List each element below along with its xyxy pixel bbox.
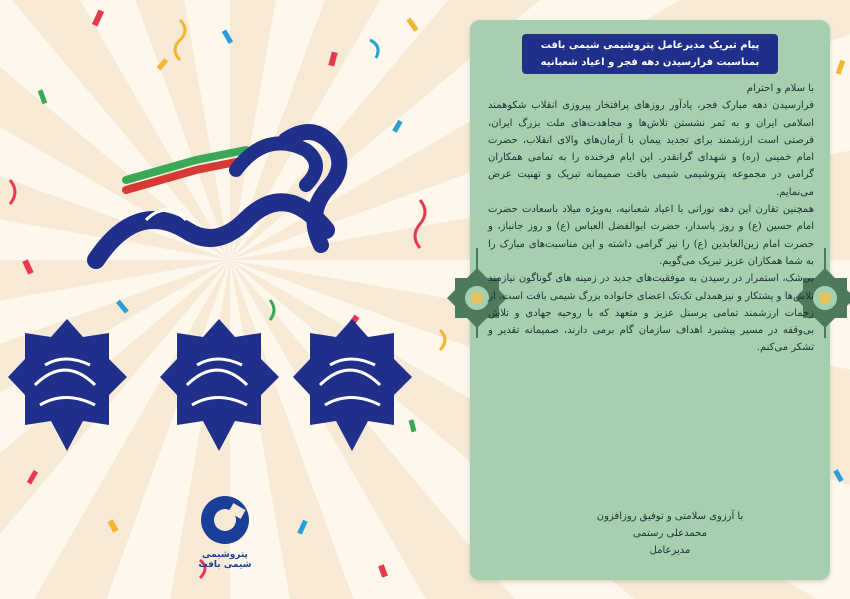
message-body <box>488 80 814 357</box>
signer-title: مدیرعامل <box>649 545 691 556</box>
signer-name: محمدعلی رستمی <box>633 528 707 539</box>
paragraph-1: فرارسیدن دهه مبارک فجر، یادآور روزهای پرافتخار پیروزی انقلاب شکوهمند اسلامی ایران و به ثمر نشستن تلاش‌ها و مجاهدت‌های ملت بزرگ ایران، فرصتی است ارزشمند برای تجدید پیمان با آرمان‌های والای انقلاب، حضرت امام خمینی (ره) و شهدای گرانقدر. این ایام فرخنده را به تمامی همکاران گرامی در مجموعه پتروشیمی شیمی بافت صمیمانه تبریک و تهنیت عرض می‌نمایم. <box>488 100 814 198</box>
paragraph-3: بی‌شک، استمرار در رسیدن به موفقیت‌های جدید در زمینه های گوناگون نیازمند تلاش‌ها و پشتکار و نیزهمدلی تک‌تک اعضای خانواده بزرگ شیمی بافت است. از زحمات ارزشمند تمامی پرسنل عزیز و متعهد که با روحیه جهادی و تلاش بی‌وقفه در مسیر پیشبرد اهداف سازمان گام برمی دارند، صمیمانه تقدیر و تشکر می‌کنم. <box>488 273 814 354</box>
logo-text: پتروشیمی شیمی بافت <box>198 550 252 570</box>
message-title <box>522 34 778 74</box>
emblem-hossein <box>157 315 282 455</box>
dahe-fajr-calligraphy <box>86 110 386 300</box>
closing-line: با آرزوی سلامتی و توفیق روزافزون <box>596 511 744 522</box>
paragraph-2: همچنین تقارن این دهه نورانی با اعیاد شعبانیه، به‌ویژه میلاد باسعادت حضرت امام حسین (ع) و روز پاسدار، حضرت ابوالفضل العباس (ع) و روز جانباز، و حضرت امام زین‌العابدین (ع) را نیز گرامی داشته و این مناسبت‌های مبارک را به شما همکاران عزیز تبریک می‌گویم. <box>488 204 814 267</box>
signature-block <box>540 508 800 559</box>
title-line-1: پیام تبریک مدیرعامل پتروشیمی شیمی بافت <box>540 40 760 51</box>
company-logo-icon <box>190 492 260 552</box>
company-logo <box>190 492 260 582</box>
title-line-2: بمناسبت فرارسیدن دهه فجر و اعیاد شعبانیه <box>540 57 760 68</box>
emblem-abbas <box>290 315 415 455</box>
greeting: با سلام و احترام <box>746 83 814 94</box>
emblem-sajjad <box>5 315 130 455</box>
